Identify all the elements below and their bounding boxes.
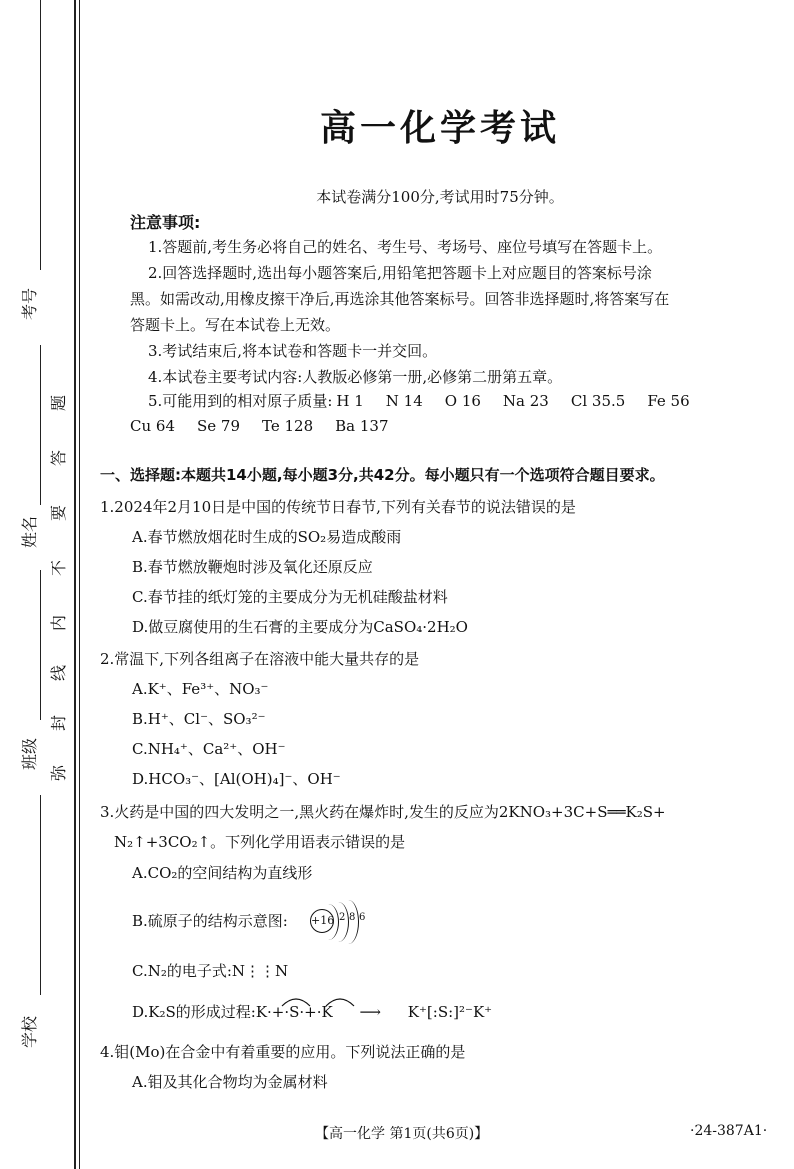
- question-stem: 1.2024年2月10日是中国的传统节日春节,下列有关春节的说法错误的是: [100, 498, 576, 516]
- option-b: B.H⁺、Cl⁻、SO₃²⁻: [132, 710, 266, 728]
- school-line: [40, 795, 41, 995]
- option-d: D.HCO₃⁻、[Al(OH)₄]⁻、OH⁻: [132, 770, 341, 788]
- shell-count: 2: [339, 912, 346, 923]
- name-line: [40, 345, 41, 505]
- transfer-arrow: [282, 999, 310, 1006]
- seal-char: 线: [49, 664, 69, 682]
- seal-char: 题: [49, 394, 69, 412]
- option-c: C.NH₄⁺、Ca²⁺、OH⁻: [132, 740, 286, 758]
- question-stem: 2.常温下,下列各组离子在溶液中能大量共存的是: [100, 650, 420, 668]
- option-a: A.CO₂的空间结构为直线形: [132, 864, 313, 882]
- notice-item: 1.答题前,考生务必将自己的姓名、考生号、考场号、座位号填写在答题卡上。: [148, 238, 663, 256]
- atomic-mass: H 1: [336, 392, 364, 410]
- page-footer: 【高一化学 第1页(共6页)】: [315, 1126, 489, 1142]
- electron-transfer-arrows: [278, 994, 368, 1008]
- atomic-mass: Te 128: [262, 417, 314, 435]
- notice-item: 5.可能用到的相对原子质量:: [148, 392, 333, 410]
- notice-heading: 注意事项:: [130, 213, 201, 232]
- atomic-mass: Na 23: [502, 392, 549, 410]
- option-d: D.做豆腐使用的生石膏的主要成分为CaSO₄·2H₂O: [132, 618, 468, 636]
- option-d-lead: D.K₂S的形成过程:: [132, 1003, 256, 1021]
- notice-item: 黑。如需改动,用橡皮擦干净后,再选涂其他答案标号。回答非选择题时,将答案写在: [130, 290, 670, 308]
- seal-char: 内: [49, 614, 69, 632]
- question-stem: 4.钼(Mo)在合金中有着重要的应用。下列说法正确的是: [100, 1043, 466, 1061]
- notice-item: 3.考试结束后,将本试卷和答题卡一并交回。: [148, 342, 438, 360]
- reaction-arrow: ⟶: [359, 1003, 382, 1021]
- name-label: 姓名: [20, 515, 39, 548]
- exam-number-label: 考号: [20, 287, 39, 320]
- section-heading: 一、选择题:本题共14小题,每小题3分,共42分。每小题只有一个选项符合题目要求。: [100, 466, 665, 484]
- notice-item: 2.回答选择题时,选出每小题答案后,用铅笔把答题卡上对应题目的答案标号涂: [148, 264, 652, 282]
- option-c: C.春节挂的纸灯笼的主要成分为无机硅酸盐材料: [132, 588, 448, 606]
- seal-char: 不: [49, 559, 69, 577]
- exam-number-line: [40, 0, 41, 270]
- atomic-mass: Cu 64: [130, 417, 175, 435]
- transfer-arrow: [326, 999, 354, 1006]
- question-stem: 3.火药是中国的四大发明之一,黑火药在爆炸时,发生的反应为2KNO₃+3C+S══K₂S+: [100, 803, 666, 821]
- class-label: 班级: [20, 737, 39, 770]
- exam-subtitle: 本试卷满分100分,考试用时75分钟。: [316, 188, 564, 206]
- option-b: B.硫原子的结构示意图:: [132, 912, 288, 930]
- atomic-mass: Fe 56: [647, 392, 690, 410]
- formation-reactants: K·+·S·+·K: [255, 1003, 333, 1021]
- atomic-mass-line-1: [148, 392, 712, 410]
- atomic-mass: N 14: [385, 392, 423, 410]
- option-a: A.春节燃放烟花时生成的SO₂易造成酸雨: [132, 528, 402, 546]
- paper-code: ·24-387A1·: [690, 1123, 768, 1139]
- atomic-mass: Cl 35.5: [570, 392, 626, 410]
- nucleus: +16: [310, 909, 334, 933]
- binding-line-inner: [79, 0, 80, 1169]
- atomic-mass-line-2: [130, 417, 411, 435]
- seal-char: 答: [49, 449, 69, 467]
- atomic-mass: Ba 137: [335, 417, 389, 435]
- option-a: A.K⁺、Fe³⁺、NO₃⁻: [132, 680, 269, 698]
- binding-line-outer: [74, 0, 76, 1169]
- seal-char: 弥: [49, 764, 69, 782]
- atomic-mass: O 16: [444, 392, 481, 410]
- seal-char: 要: [49, 504, 69, 522]
- option-a: A.钼及其化合物均为金属材料: [132, 1073, 328, 1091]
- notice-item: 答题卡上。写在本试卷上无效。: [130, 316, 341, 334]
- option-c: C.N₂的电子式:N⋮⋮N: [132, 962, 289, 980]
- seal-char: 封: [49, 714, 69, 732]
- shell-count: 6: [359, 912, 366, 923]
- class-line: [40, 570, 41, 720]
- option-b: B.春节燃放鞭炮时涉及氧化还原反应: [132, 558, 373, 576]
- formation-product: K⁺[:S:]²⁻K⁺: [407, 1003, 493, 1021]
- sulfur-atom-diagram: [310, 900, 390, 944]
- notice-item: 4.本试卷主要考试内容:人教版必修第一册,必修第二册第五章。: [148, 368, 563, 386]
- exam-title: 高一化学考试: [319, 108, 560, 149]
- atomic-mass: Se 79: [197, 417, 241, 435]
- school-label: 学校: [20, 1015, 39, 1048]
- shell-count: 8: [349, 912, 356, 923]
- question-stem-cont: N₂↑+3CO₂↑。下列化学用语表示错误的是: [114, 833, 406, 851]
